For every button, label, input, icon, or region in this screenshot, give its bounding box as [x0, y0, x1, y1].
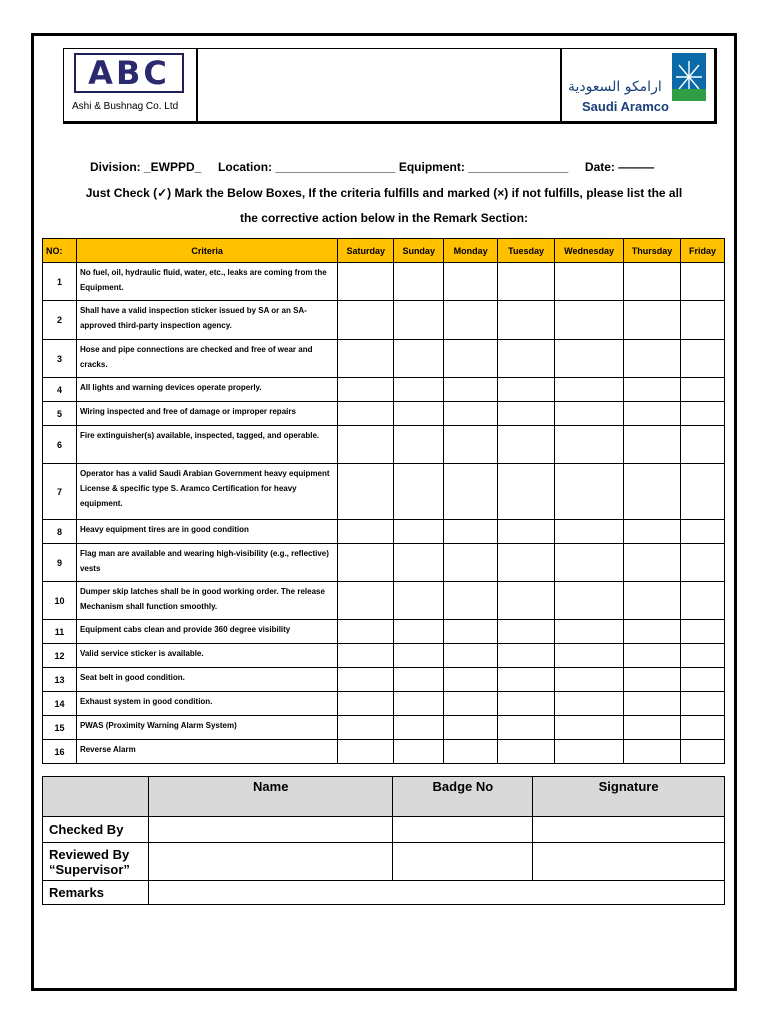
check-cell-monday[interactable] — [444, 582, 498, 620]
criteria-number: 4 — [43, 378, 77, 402]
check-cell-sunday[interactable] — [394, 740, 444, 764]
criteria-number: 14 — [43, 692, 77, 716]
check-cell-thursday[interactable] — [624, 402, 681, 426]
check-cell-sunday[interactable] — [394, 544, 444, 582]
criteria-number: 15 — [43, 716, 77, 740]
check-cell-saturday[interactable] — [338, 644, 394, 668]
criteria-text: Shall have a valid inspection sticker issued by SA or an SA-approved third-party inspection agency. — [76, 301, 337, 340]
check-cell-monday[interactable] — [444, 620, 498, 644]
check-cell-saturday[interactable] — [338, 263, 394, 301]
criteria-number: 7 — [43, 464, 77, 520]
check-cell-tuesday[interactable] — [498, 340, 555, 378]
remarks-row — [43, 881, 725, 905]
criteria-text: No fuel, oil, hydraulic fluid, water, etc., leaks are coming from the Equipment. — [76, 263, 337, 301]
check-cell-thursday[interactable] — [624, 426, 681, 464]
criteria-number: 3 — [43, 340, 77, 378]
check-cell-sunday[interactable] — [394, 644, 444, 668]
check-cell-wednesday[interactable] — [555, 520, 624, 544]
check-cell-monday[interactable] — [444, 426, 498, 464]
criteria-number: 5 — [43, 402, 77, 426]
check-cell-wednesday[interactable] — [555, 620, 624, 644]
checked-by-label: Checked By — [43, 817, 149, 843]
criteria-text: Seat belt in good condition. — [76, 668, 337, 692]
check-cell-friday[interactable] — [680, 301, 724, 340]
check-cell-tuesday[interactable] — [498, 426, 555, 464]
check-cell-sunday[interactable] — [394, 301, 444, 340]
col-monday: Monday — [444, 239, 498, 263]
instruction-line-2: the corrective action below in the Remark Section: — [239, 211, 529, 225]
check-cell-sunday[interactable] — [394, 582, 444, 620]
col-tuesday: Tuesday — [498, 239, 555, 263]
check-cell-thursday[interactable] — [624, 740, 681, 764]
criteria-number: 11 — [43, 620, 77, 644]
criteria-text: Operator has a valid Saudi Arabian Government heavy equipment License & specific type S. Aramco Certification for heavy equipment. — [76, 464, 337, 520]
check-cell-tuesday[interactable] — [498, 464, 555, 520]
form-info-line: Division: _EWPPD_ Location: __________________ Equipment: _______________ Date: ——— — [90, 160, 655, 174]
signature-header-row — [43, 777, 725, 817]
check-cell-thursday[interactable] — [624, 263, 681, 301]
check-cell-friday[interactable] — [680, 668, 724, 692]
check-cell-thursday[interactable] — [624, 692, 681, 716]
check-cell-sunday[interactable] — [394, 464, 444, 520]
criteria-row — [43, 378, 725, 402]
check-cell-saturday[interactable] — [338, 378, 394, 402]
check-cell-tuesday[interactable] — [498, 582, 555, 620]
col-saturday: Saturday — [338, 239, 394, 263]
check-cell-monday[interactable] — [444, 716, 498, 740]
check-cell-friday[interactable] — [680, 544, 724, 582]
check-cell-friday[interactable] — [680, 520, 724, 544]
check-cell-friday[interactable] — [680, 716, 724, 740]
remarks-field[interactable] — [148, 881, 724, 905]
check-cell-wednesday[interactable] — [555, 464, 624, 520]
check-cell-friday[interactable] — [680, 620, 724, 644]
check-cell-saturday[interactable] — [338, 740, 394, 764]
check-cell-monday[interactable] — [444, 692, 498, 716]
criteria-row — [43, 692, 725, 716]
criteria-number: 16 — [43, 740, 77, 764]
criteria-text: Flag man are available and wearing high-visibility (e.g., reflective) vests — [76, 544, 337, 582]
col-name: Name — [148, 777, 393, 817]
criteria-text: Exhaust system in good condition. — [76, 692, 337, 716]
col-thursday: Thursday — [624, 239, 681, 263]
check-cell-saturday[interactable] — [338, 544, 394, 582]
criteria-row — [43, 716, 725, 740]
col-no: NO: — [43, 239, 77, 263]
check-cell-saturday[interactable] — [338, 668, 394, 692]
abc-logo: ABC — [74, 53, 184, 93]
criteria-row — [43, 402, 725, 426]
check-cell-wednesday[interactable] — [555, 582, 624, 620]
check-cell-friday[interactable] — [680, 692, 724, 716]
reviewed-by-label: Reviewed By “Supervisor” — [43, 843, 149, 881]
criteria-number: 12 — [43, 644, 77, 668]
check-cell-thursday[interactable] — [624, 544, 681, 582]
check-cell-wednesday[interactable] — [555, 544, 624, 582]
check-cell-thursday[interactable] — [624, 340, 681, 378]
criteria-text: PWAS (Proximity Warning Alarm System) — [76, 716, 337, 740]
criteria-text: Dumper skip latches shall be in good working order. The release Mechanism shall function smoothly. — [76, 582, 337, 620]
check-cell-sunday[interactable] — [394, 378, 444, 402]
check-cell-wednesday[interactable] — [555, 716, 624, 740]
checked-by-badge-field[interactable] — [393, 817, 533, 843]
check-cell-monday[interactable] — [444, 464, 498, 520]
checked-by-row — [43, 817, 725, 843]
criteria-text: Wiring inspected and free of damage or improper repairs — [76, 402, 337, 426]
aramco-english-name: Saudi Aramco — [582, 99, 669, 114]
check-cell-monday[interactable] — [444, 544, 498, 582]
check-cell-sunday[interactable] — [394, 340, 444, 378]
check-cell-saturday[interactable] — [338, 464, 394, 520]
check-cell-sunday[interactable] — [394, 620, 444, 644]
criteria-number: 8 — [43, 520, 77, 544]
criteria-number: 10 — [43, 582, 77, 620]
criteria-number: 9 — [43, 544, 77, 582]
check-cell-monday[interactable] — [444, 263, 498, 301]
check-cell-sunday[interactable] — [394, 402, 444, 426]
criteria-text: All lights and warning devices operate properly. — [76, 378, 337, 402]
criteria-row — [43, 644, 725, 668]
check-cell-wednesday[interactable] — [555, 340, 624, 378]
check-cell-tuesday[interactable] — [498, 692, 555, 716]
check-cell-wednesday[interactable] — [555, 740, 624, 764]
check-cell-monday[interactable] — [444, 668, 498, 692]
criteria-row — [43, 520, 725, 544]
check-cell-thursday[interactable] — [624, 620, 681, 644]
check-cell-tuesday[interactable] — [498, 520, 555, 544]
check-cell-thursday[interactable] — [624, 520, 681, 544]
col-wednesday: Wednesday — [555, 239, 624, 263]
col-sunday: Sunday — [394, 239, 444, 263]
abc-logo-box — [64, 49, 198, 121]
reviewed-by-signature-field[interactable] — [533, 843, 725, 881]
check-cell-tuesday[interactable] — [498, 378, 555, 402]
col-friday: Friday — [680, 239, 724, 263]
check-cell-tuesday[interactable] — [498, 740, 555, 764]
criteria-row — [43, 740, 725, 764]
check-cell-sunday[interactable] — [394, 716, 444, 740]
check-cell-wednesday[interactable] — [555, 263, 624, 301]
check-cell-saturday[interactable] — [338, 582, 394, 620]
check-cell-friday[interactable] — [680, 263, 724, 301]
criteria-row — [43, 544, 725, 582]
signature-table — [42, 776, 725, 905]
criteria-text: Valid service sticker is available. — [76, 644, 337, 668]
check-cell-wednesday[interactable] — [555, 426, 624, 464]
checked-by-name-field[interactable] — [148, 817, 393, 843]
check-cell-wednesday[interactable] — [555, 644, 624, 668]
check-cell-sunday[interactable] — [394, 426, 444, 464]
check-cell-sunday[interactable] — [394, 692, 444, 716]
check-cell-saturday[interactable] — [338, 692, 394, 716]
check-cell-friday[interactable] — [680, 582, 724, 620]
col-signature: Signature — [533, 777, 725, 817]
check-cell-monday[interactable] — [444, 402, 498, 426]
check-cell-monday[interactable] — [444, 740, 498, 764]
company-name: Ashi & Bushnag Co. Ltd — [72, 101, 179, 112]
criteria-number: 6 — [43, 426, 77, 464]
aramco-logo-box — [560, 49, 714, 121]
check-cell-thursday[interactable] — [624, 582, 681, 620]
check-cell-tuesday[interactable] — [498, 263, 555, 301]
check-cell-saturday[interactable] — [338, 520, 394, 544]
criteria-table — [42, 238, 725, 764]
check-cell-wednesday[interactable] — [555, 402, 624, 426]
check-cell-friday[interactable] — [680, 644, 724, 668]
criteria-row — [43, 263, 725, 301]
criteria-text: Hose and pipe connections are checked and free of wear and cracks. — [76, 340, 337, 378]
reviewed-by-name-field[interactable] — [148, 843, 393, 881]
check-cell-thursday[interactable] — [624, 464, 681, 520]
criteria-text: Reverse Alarm — [76, 740, 337, 764]
check-cell-monday[interactable] — [444, 520, 498, 544]
check-cell-saturday[interactable] — [338, 340, 394, 378]
criteria-header-row — [43, 239, 725, 263]
check-cell-saturday[interactable] — [338, 301, 394, 340]
check-cell-monday[interactable] — [444, 378, 498, 402]
criteria-row — [43, 340, 725, 378]
check-cell-saturday[interactable] — [338, 402, 394, 426]
col-badge-no: Badge No — [393, 777, 533, 817]
check-cell-tuesday[interactable] — [498, 668, 555, 692]
criteria-row — [43, 426, 725, 464]
check-cell-friday[interactable] — [680, 464, 724, 520]
check-cell-tuesday[interactable] — [498, 620, 555, 644]
signature-corner — [43, 777, 149, 817]
criteria-row — [43, 582, 725, 620]
check-cell-thursday[interactable] — [624, 644, 681, 668]
check-cell-tuesday[interactable] — [498, 402, 555, 426]
check-cell-tuesday[interactable] — [498, 716, 555, 740]
check-cell-tuesday[interactable] — [498, 544, 555, 582]
check-cell-thursday[interactable] — [624, 716, 681, 740]
criteria-row — [43, 301, 725, 340]
check-cell-sunday[interactable] — [394, 520, 444, 544]
check-cell-friday[interactable] — [680, 378, 724, 402]
criteria-number: 13 — [43, 668, 77, 692]
check-cell-friday[interactable] — [680, 340, 724, 378]
check-cell-thursday[interactable] — [624, 301, 681, 340]
criteria-text: Fire extinguisher(s) available, inspected, tagged, and operable. — [76, 426, 337, 464]
criteria-text: Equipment cabs clean and provide 360 degree visibility — [76, 620, 337, 644]
check-cell-saturday[interactable] — [338, 716, 394, 740]
check-cell-sunday[interactable] — [394, 668, 444, 692]
reviewed-by-row — [43, 843, 725, 881]
criteria-text: Heavy equipment tires are in good condition — [76, 520, 337, 544]
check-cell-thursday[interactable] — [624, 378, 681, 402]
form-header — [63, 48, 717, 124]
check-cell-wednesday[interactable] — [555, 378, 624, 402]
check-cell-friday[interactable] — [680, 426, 724, 464]
check-cell-thursday[interactable] — [624, 668, 681, 692]
check-cell-friday[interactable] — [680, 740, 724, 764]
criteria-row — [43, 464, 725, 520]
criteria-row — [43, 620, 725, 644]
check-cell-saturday[interactable] — [338, 620, 394, 644]
aramco-star-icon — [672, 53, 706, 101]
checked-by-signature-field[interactable] — [533, 817, 725, 843]
remarks-label: Remarks — [43, 881, 149, 905]
reviewed-by-badge-field[interactable] — [393, 843, 533, 881]
check-cell-friday[interactable] — [680, 402, 724, 426]
col-criteria: Criteria — [76, 239, 337, 263]
check-cell-wednesday[interactable] — [555, 668, 624, 692]
check-cell-monday[interactable] — [444, 340, 498, 378]
check-cell-sunday[interactable] — [394, 263, 444, 301]
check-cell-tuesday[interactable] — [498, 644, 555, 668]
check-cell-monday[interactable] — [444, 644, 498, 668]
check-cell-saturday[interactable] — [338, 426, 394, 464]
instruction-line-1: Just Check (✓) Mark the Below Boxes, If the criteria fulfills and marked (×) if not fulfills, please list the all — [85, 186, 683, 200]
criteria-row — [43, 668, 725, 692]
check-cell-wednesday[interactable] — [555, 301, 624, 340]
check-cell-wednesday[interactable] — [555, 692, 624, 716]
check-cell-tuesday[interactable] — [498, 301, 555, 340]
criteria-number: 1 — [43, 263, 77, 301]
aramco-arabic-name: ارامكو السعودية — [568, 79, 662, 95]
check-cell-monday[interactable] — [444, 301, 498, 340]
criteria-number: 2 — [43, 301, 77, 340]
